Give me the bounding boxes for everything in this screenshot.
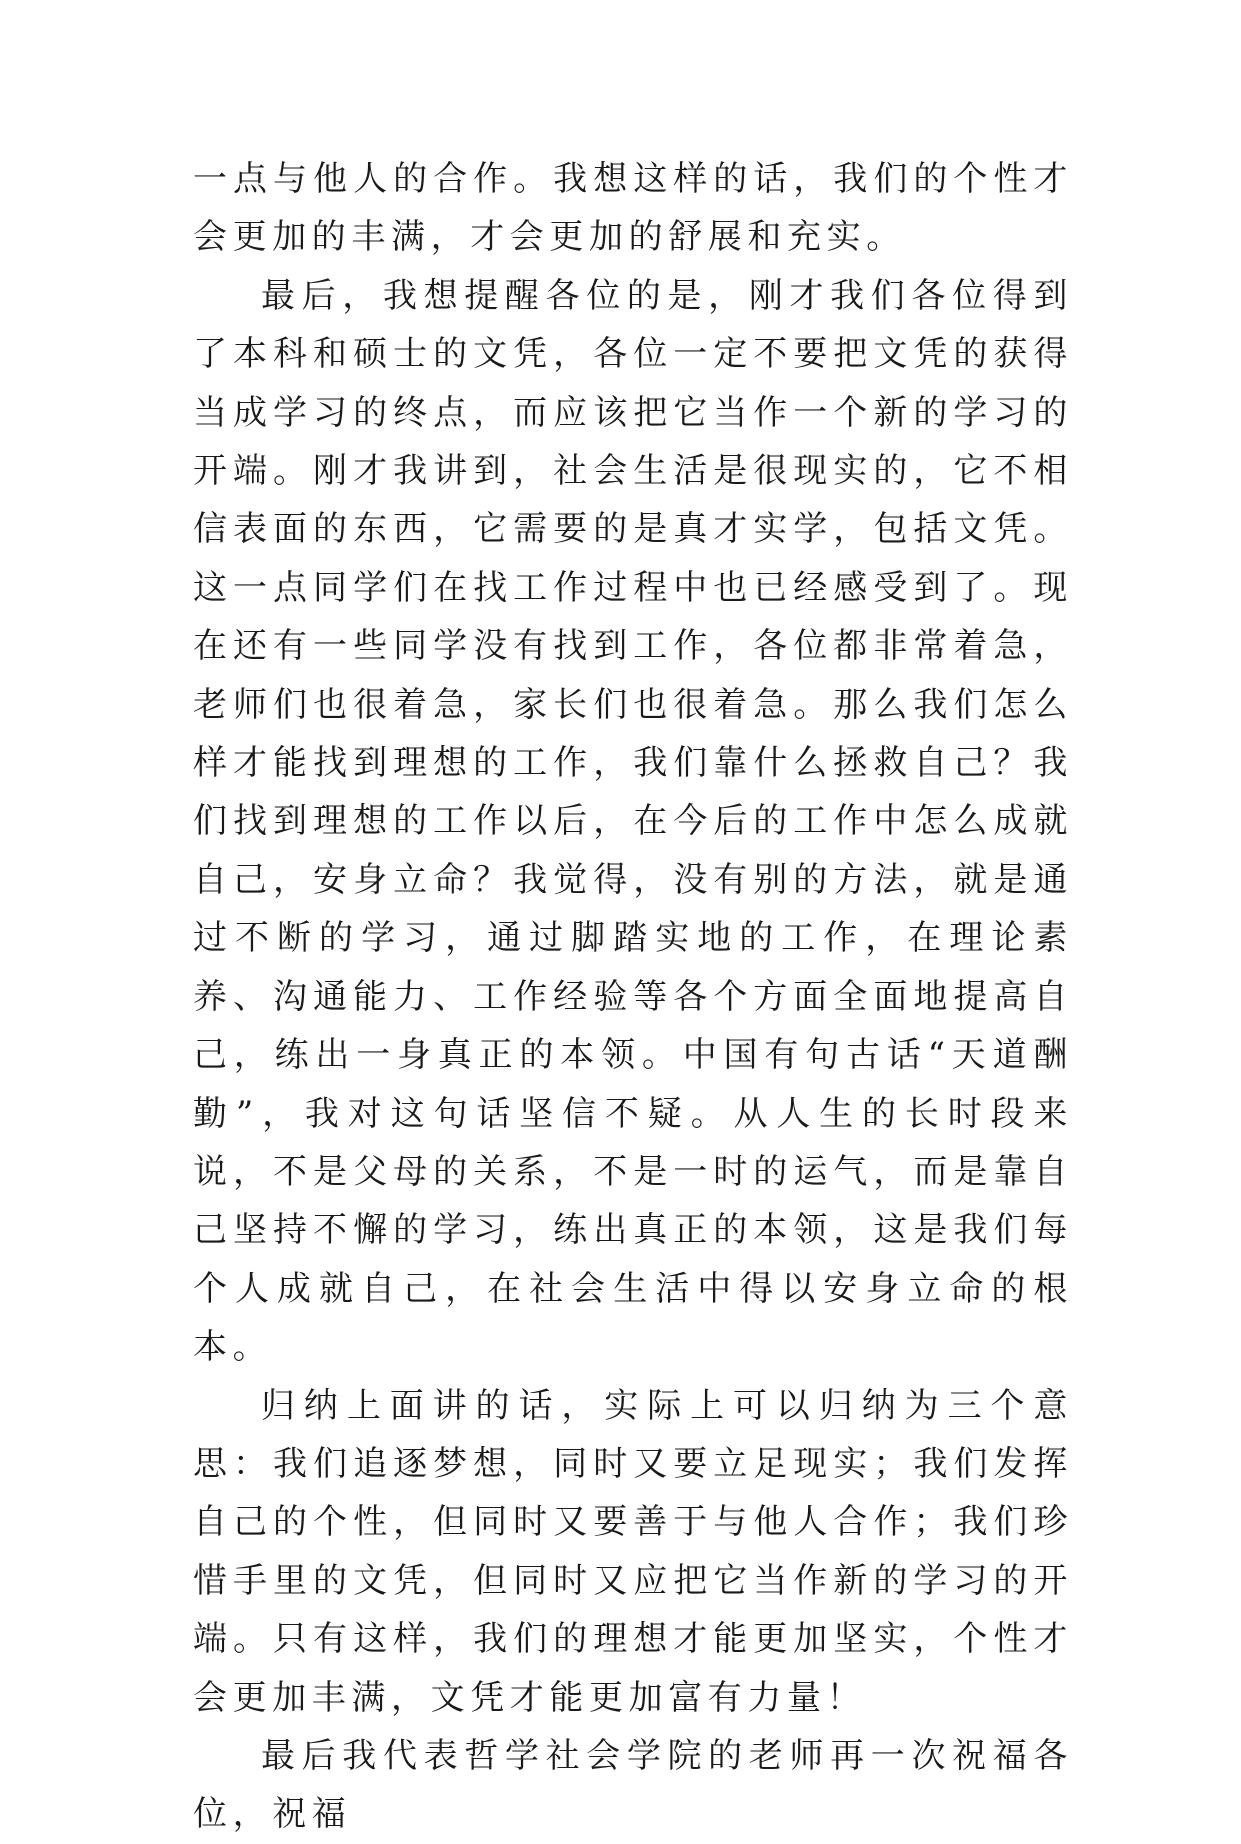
- paragraph-4: 最后我代表哲学社会学院的老师再一次祝福各位，祝福: [193, 1735, 1073, 1835]
- paragraph-2: 最后，我想提醒各位的是，刚才我们各位得到了本科和硕士的文凭，各位一定不要把文凭的获得当成学习的终点，而应该把它当作一个新的学习的开端。刚才我讲到，社会生活是很现实的，它不相信表面的东西，它需要的是真才实学，包括文凭。这一点同学们在找工作过程中也已经感受到了。现在还有一些同学没有找到工作，各位都非常着急，老师们也很着急，家长们也很着急。那么我们怎么样才能找到理想的工作，我们靠什么拯救自己？我们找到理想的工作以后，在今后的工作中怎么成就自己，安身立命？我觉得，没有别的方法，就是通过不断的学习，通过脚踏实地的工作，在理论素养、沟通能力、工作经验等各个方面全面地提高自己，练出一身真正的本领。中国有句古话“天道酬勤”，我对这句话坚信不疑。从人生的长时段来说，不是父母的关系，不是一时的运气，而是靠自己坚持不懈的学习，练出真正的本领，这是我们每个人成就自己，在社会生活中得以安身立命的根本。: [193, 275, 1073, 1368]
- body-text: [193, 150, 1073, 1844]
- paragraph-1: 一点与他人的合作。我想这样的话，我们的个性才会更加的丰满，才会更加的舒展和充实。: [193, 159, 1073, 258]
- paragraph-3: 归纳上面讲的话，实际上可以归纳为三个意思：我们追逐梦想，同时又要立足现实；我们发挥自己的个性，但同时又要善于与他人合作；我们珍惜手里的文凭，但同时又应把它当作新的学习的开端。只有这样，我们的理想才能更加坚实，个性才会更加丰满，文凭才能更加富有力量！: [193, 1385, 1073, 1718]
